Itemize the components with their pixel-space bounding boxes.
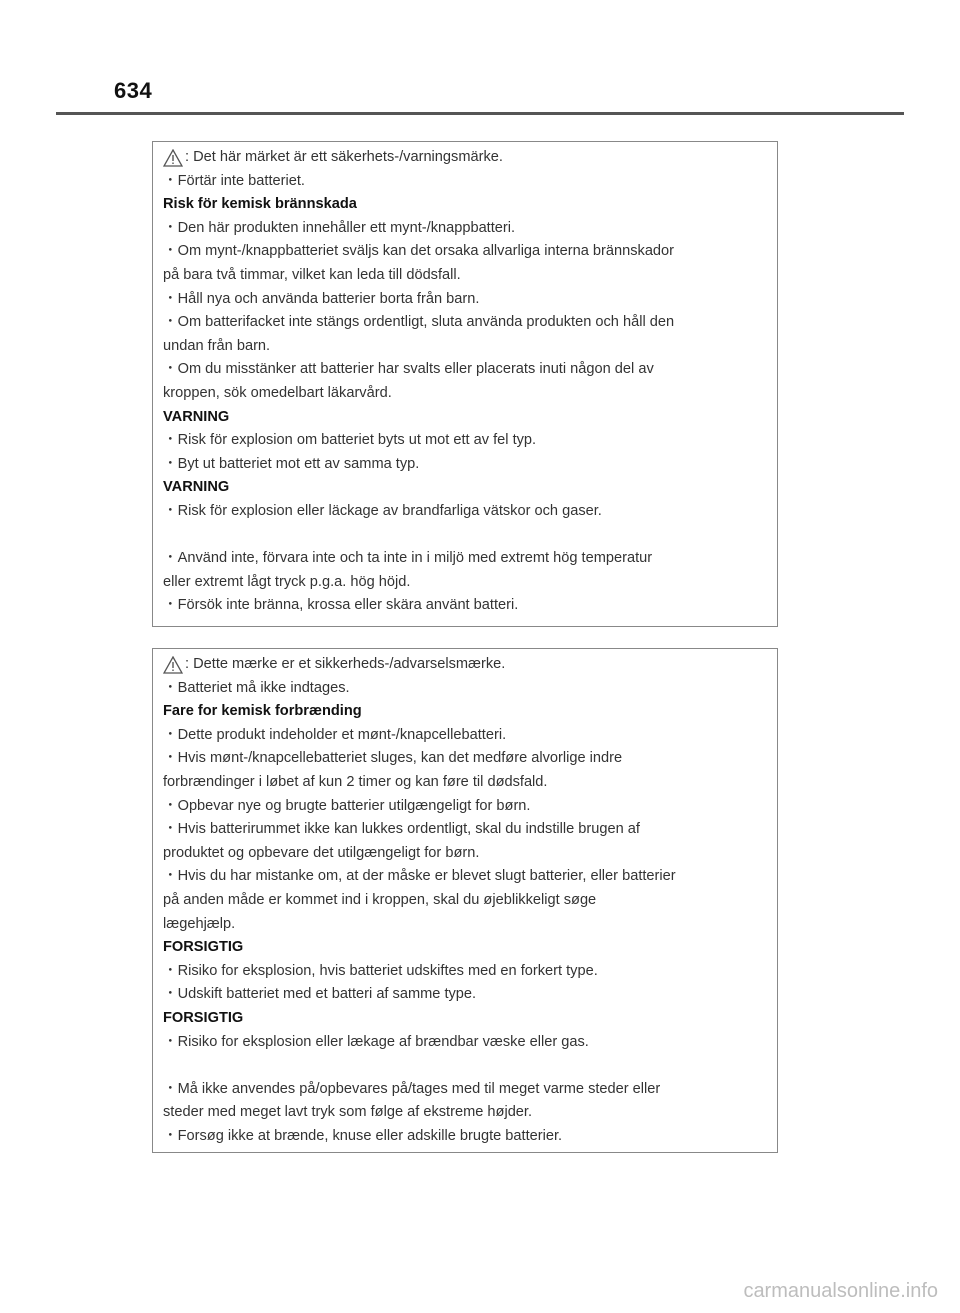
danish-heading: Fare for kemisk forbrænding xyxy=(163,703,362,720)
danish-text-line: forbrændinger i løbet af kun 2 timer og kan føre til dødsfald. xyxy=(163,773,548,790)
swedish-text-line xyxy=(163,524,767,548)
danish-text-line: ・Må ikke anvendes på/opbevares på/tages med til meget varme steder eller xyxy=(163,1080,661,1097)
page-number: 634 xyxy=(114,78,153,103)
danish-text-line: produktet og opbevare det utilgængeligt for børn. xyxy=(163,844,480,861)
danish-text-line: lægehjælp. xyxy=(163,915,236,932)
swedish-text-line: ・Använd inte, förvara inte och ta inte in i miljö med extremt hög temperatur xyxy=(163,550,653,567)
danish-text-line: ・Batteriet må ikke indtages. xyxy=(163,679,350,696)
header-rule xyxy=(56,112,904,115)
swedish-text-line: ・Byt ut batteriet mot ett av samma typ. xyxy=(163,455,420,472)
danish-warning-box xyxy=(152,648,778,1153)
danish-text-line: steder med meget lavt tryk som følge af ekstreme højder. xyxy=(163,1104,533,1121)
swedish-text-line: ・Risk för explosion om batteriet byts ut mot ett av fel typ. xyxy=(163,432,537,449)
swedish-header-text: : Det här märket är ett säkerhets-/varningsmärke. xyxy=(185,149,503,165)
swedish-heading: Risk för kemisk brännskada xyxy=(163,196,357,213)
swedish-text-line: ・Den här produkten innehåller ett mynt-/knappbatteri. xyxy=(163,219,516,236)
danish-text-line: på anden måde er kommet ind i kroppen, skal du øjeblikkeligt søge xyxy=(163,891,597,908)
danish-heading: FORSIGTIG xyxy=(163,1009,244,1026)
danish-text-line: ・Dette produkt indeholder et mønt-/knapcellebatteri. xyxy=(163,726,507,743)
swedish-text-line: ・Om batterifacket inte stängs ordentligt, sluta använda produkten och håll den xyxy=(163,314,675,331)
danish-text-line xyxy=(163,1054,767,1078)
swedish-text-line: kroppen, sök omedelbart läkarvård. xyxy=(163,384,392,401)
danish-text-line: ・Hvis du har mistanke om, at der måske er blevet slugt batterier, eller batterier xyxy=(163,868,676,885)
danish-header-text: : Dette mærke er et sikkerheds-/advarselsmærke. xyxy=(185,656,506,672)
danish-text-line: ・Udskift batteriet med et batteri af samme type. xyxy=(163,986,477,1003)
danish-text-line: ・Opbevar nye og brugte batterier utilgængeligt for børn. xyxy=(163,797,531,814)
danish-text-line: ・Risiko for eksplosion eller lækage af brændbar væske eller gas. xyxy=(163,1033,589,1050)
danish-text-line: ・Hvis batterirummet ikke kan lukkes ordentligt, skal du indstille brugen af xyxy=(163,821,640,838)
swedish-heading: VARNING xyxy=(163,408,230,425)
swedish-header-line xyxy=(163,146,767,170)
swedish-heading: VARNING xyxy=(163,479,230,496)
swedish-text-line: på bara två timmar, vilket kan leda till dödsfall. xyxy=(163,266,461,283)
swedish-warning-box xyxy=(152,141,778,627)
swedish-text-line: ・Försök inte bränna, krossa eller skära använt batteri. xyxy=(163,597,519,614)
swedish-text-line: ・Förtär inte batteriet. xyxy=(163,172,305,189)
swedish-text-line: undan från barn. xyxy=(163,337,271,354)
swedish-text-line: ・Om mynt-/knappbatteriet sväljs kan det orsaka allvarliga interna brännskador xyxy=(163,243,675,260)
warning-triangle-icon xyxy=(163,656,183,674)
danish-header-line xyxy=(163,653,767,677)
footer-watermark: carmanualsonline.info xyxy=(743,1280,938,1302)
swedish-text-line: ・Håll nya och använda batterier borta från barn. xyxy=(163,290,480,307)
swedish-text-line: ・Om du misstänker att batterier har svalts eller placerats inuti någon del av xyxy=(163,361,654,378)
swedish-text-line: eller extremt lågt tryck p.g.a. hög höjd. xyxy=(163,573,411,590)
warning-triangle-icon xyxy=(163,149,183,167)
danish-lines xyxy=(163,677,767,1149)
danish-text-line: ・Forsøg ikke at brænde, knuse eller adskille brugte batterier. xyxy=(163,1127,563,1144)
danish-heading: FORSIGTIG xyxy=(163,939,244,956)
danish-text-line: ・Risiko for eksplosion, hvis batteriet udskiftes med en forkert type. xyxy=(163,962,598,979)
swedish-lines xyxy=(163,170,767,618)
swedish-text-line: ・Risk för explosion eller läckage av brandfarliga vätskor och gaser. xyxy=(163,502,602,519)
danish-text-line: ・Hvis mønt-/knapcellebatteriet sluges, kan det medføre alvorlige indre xyxy=(163,750,623,767)
